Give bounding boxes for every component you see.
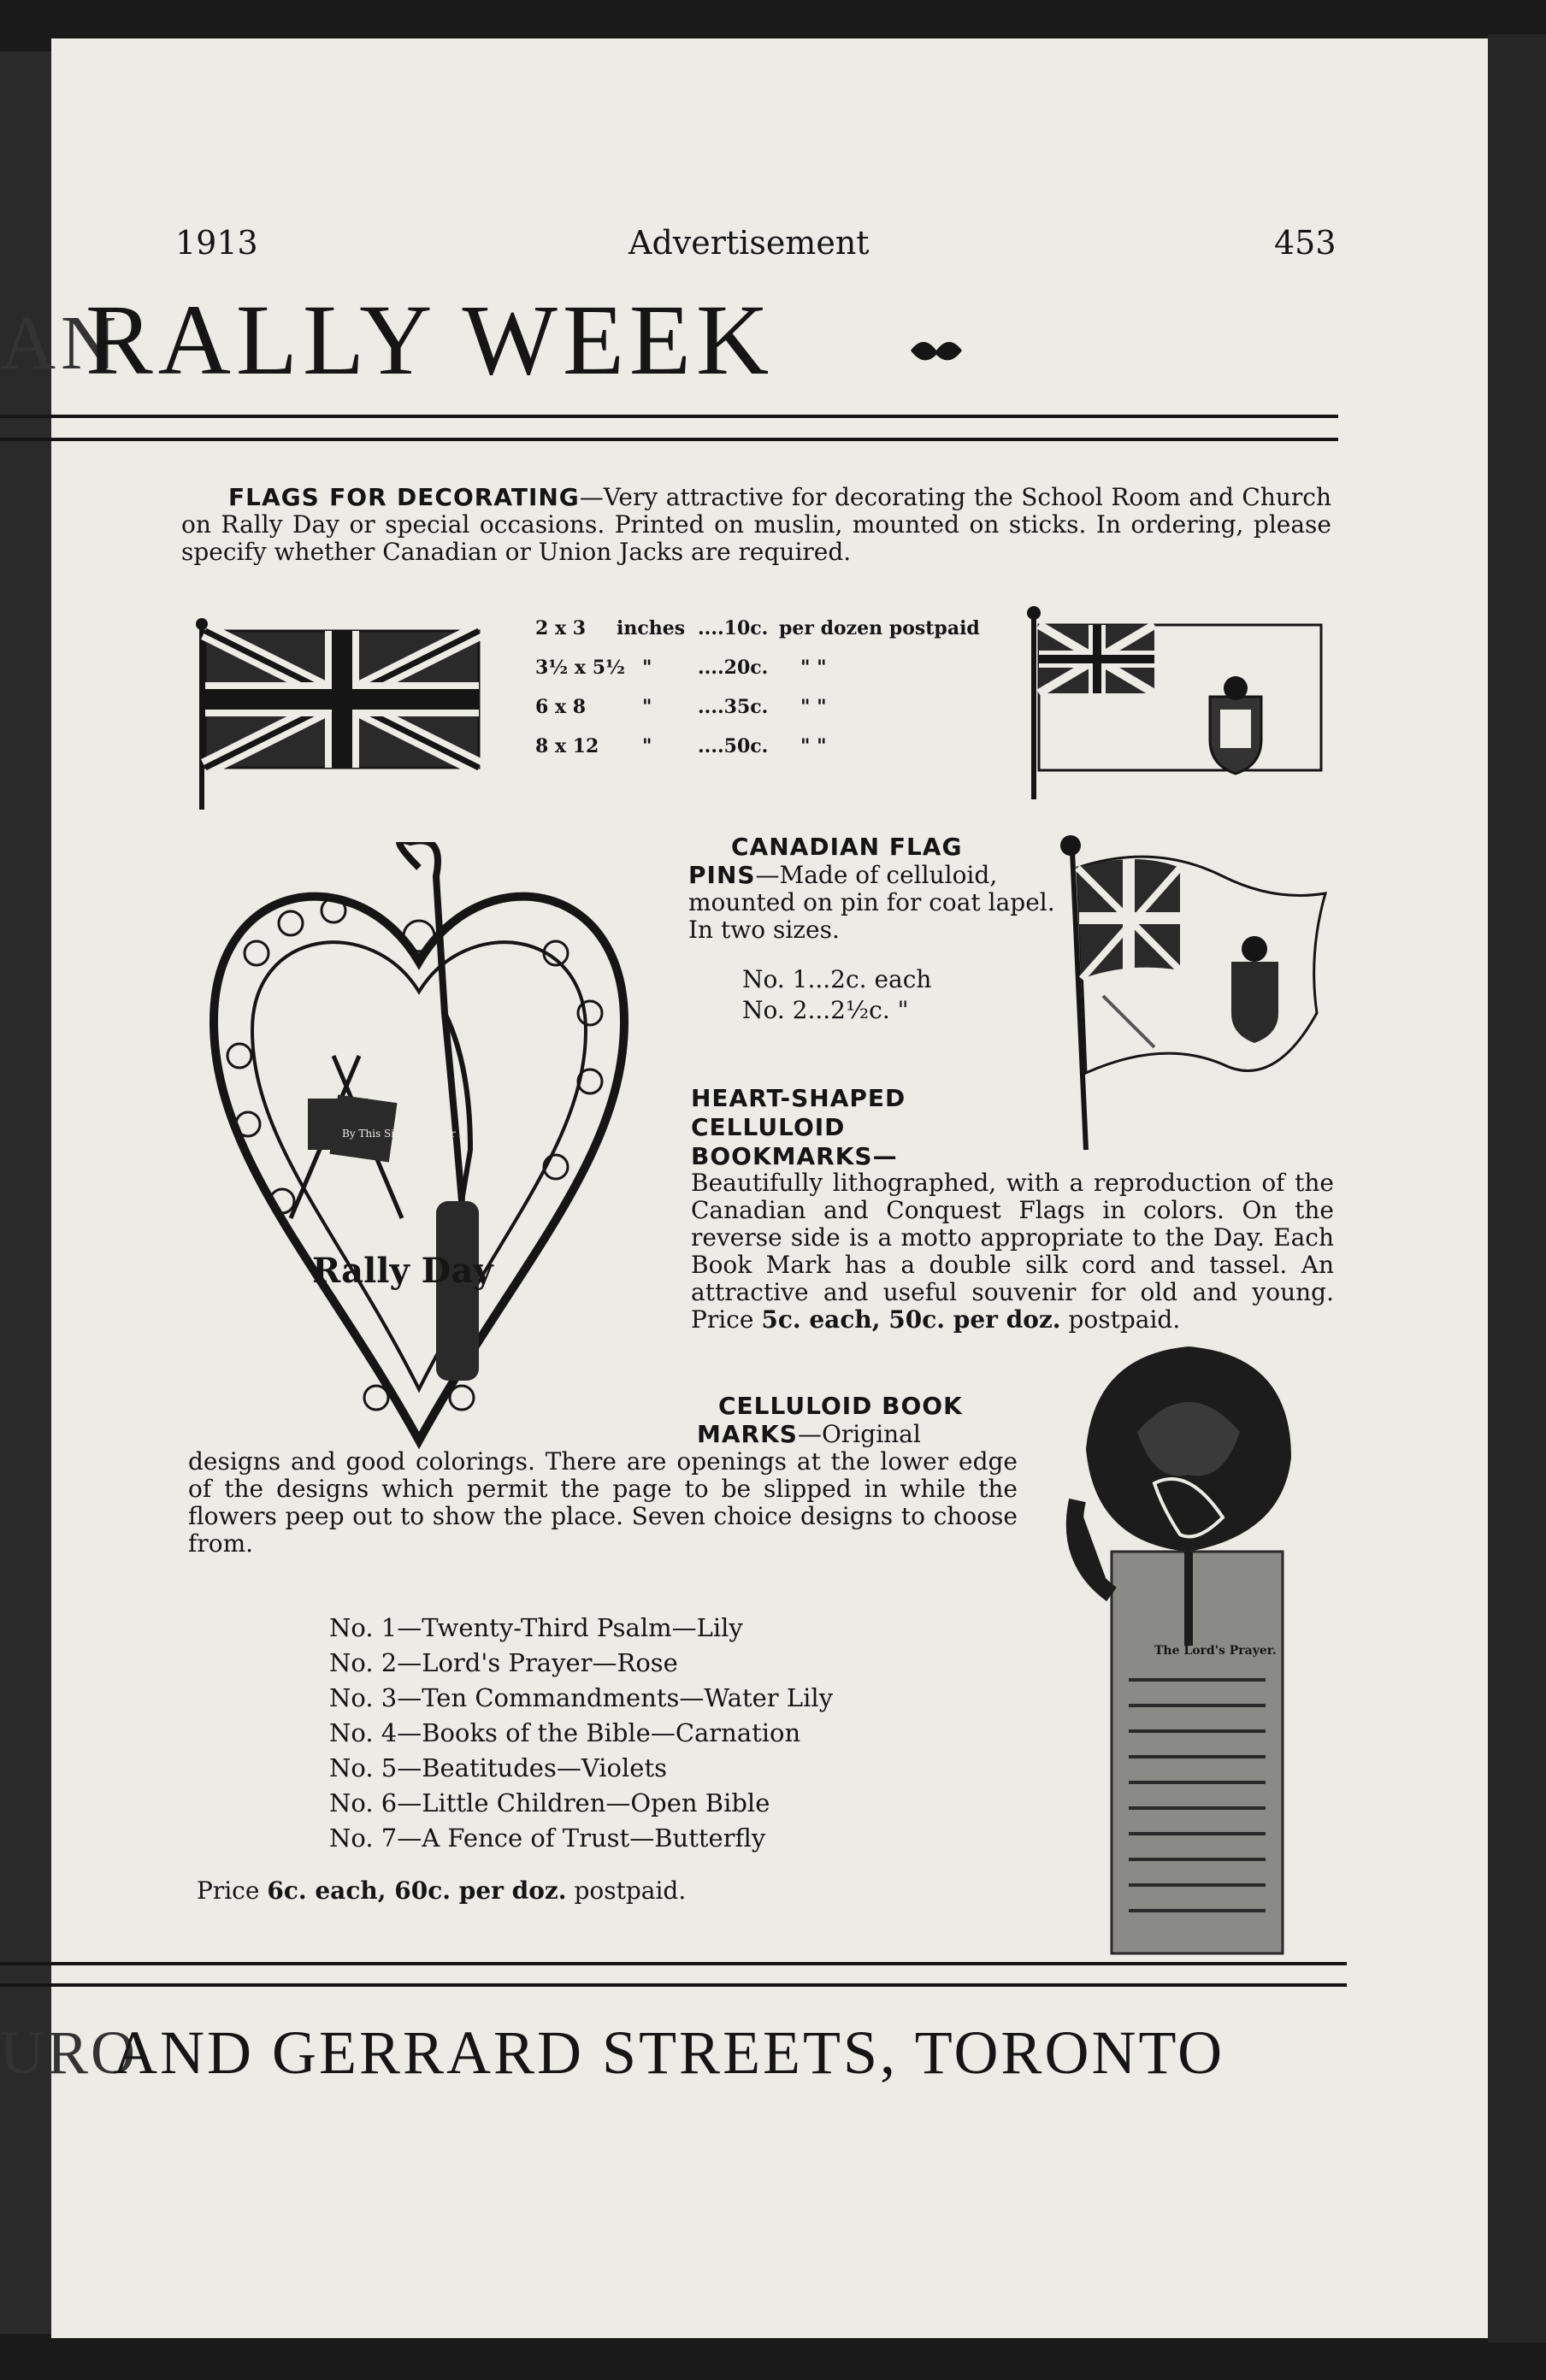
flags-decorating-heading: FLAGS FOR DECORATING [228, 483, 580, 511]
heart-bookmarks-heading: HEART-SHAPED CELLULOID BOOKMARKS— [691, 1084, 906, 1170]
list-item: No. 4—Books of the Bible—Carnation [329, 1718, 801, 1747]
celluloid-bookmarks-heading-1: CELLULOID BOOK [718, 1392, 963, 1420]
celluloid-bookmarks-price: 6c. each, 60c. per doz. [267, 1876, 567, 1905]
list-item: No. 2—Lord's Prayer—Rose [329, 1648, 678, 1677]
canadian-ensign-flag-illustration [1022, 603, 1330, 808]
pins-heading-2: PINS [688, 861, 756, 889]
size-row: 6 x 8 [535, 696, 587, 718]
pins-size-2: No. 2...2½c. " [742, 996, 909, 1024]
size-price: ....50c. [698, 735, 769, 757]
heart-bookmarks-text: Beautifully lithographed, with a reproduction of the Canadian and Conquest Flags in colors. On the reverse side is a motto appropriate to the Day. Each Book Mark has a double silk cord and tassel. An attractive and useful souvenir for old and young. [691, 1169, 1334, 1306]
size-unit: inches [617, 617, 686, 639]
size-note: " " [800, 735, 827, 757]
rose-bookmark-illustration [1060, 1338, 1317, 1962]
heart-bookmark-caption: Rally Day [312, 1251, 493, 1291]
page-number: 453 [1274, 224, 1337, 262]
celluloid-bookmarks-heading-2: MARKS [697, 1420, 798, 1448]
banner-motto: By This Sign Conquer [342, 1128, 456, 1140]
list-item: No. 6—Little Children—Open Bible [329, 1788, 770, 1817]
heart-bookmarks-price: 5c. each, 50c. per doz. [761, 1305, 1061, 1334]
list-item: No. 1—Twenty-Third Psalm—Lily [329, 1613, 743, 1642]
union-jack-flag-illustration [190, 617, 489, 814]
waving-canadian-flag-illustration [1052, 834, 1334, 1158]
size-price: ....10c. [698, 617, 769, 639]
size-row: 2 x 3 [535, 617, 587, 639]
celluloid-bookmarks-paragraph [188, 1421, 1018, 1558]
rose-bookmark-caption: The Lord's Prayer. [1154, 1644, 1277, 1658]
title-fragment: AN [0, 301, 121, 386]
header-section: Advertisement [628, 224, 870, 262]
footer-rule [0, 1983, 1347, 1987]
footer-fragment: URO [0, 2018, 139, 2087]
bookmark-design-list [329, 1611, 833, 1856]
heart-bookmarks-paragraph: Beautifully lithographed, with a reproduction of the Canadian and Conquest Flags in colors. On the reverse side is a motto appropriate to the Day. Each Book Mark has a double silk cord and tassel. An attractive and useful souvenir for old and young. Price 5c. each, 50c. per doz. postpaid. [691, 1169, 1334, 1334]
size-note: per dozen postpaid [779, 617, 980, 639]
list-item: No. 7—A Fence of Trust—Butterfly [329, 1823, 766, 1853]
pins-paragraph [688, 862, 1056, 944]
size-unit: " [642, 657, 652, 679]
celluloid-bookmarks-price-line: Price 6c. each, 60c. per doz. postpaid. [197, 1876, 687, 1905]
fleuron-icon [906, 329, 966, 372]
size-note: " " [800, 696, 827, 718]
heart-bookmark-illustration [188, 842, 667, 1475]
pins-text: —Made of celluloid, mounted on pin for coat lapel. In two sizes. [688, 861, 1055, 944]
flags-decorating-text: —Very attractive for decorating the School Room and Church on Rally Day or special occasions. Printed on muslin, mounted on sticks. In ordering, please specify whether Canadian or Union Jacks are required. [181, 483, 1332, 566]
pins-size-1: No. 1...2c. each [742, 965, 932, 993]
right-page-edge [1488, 34, 1546, 2342]
size-row: 8 x 12 [535, 735, 599, 757]
celluloid-bookmarks-text: —Original designs and good colorings. There are openings at the lower edge of the designs which permit the page to be slipped in while the flowers peep out to show the place. Seven choice designs to choose from. [188, 1420, 1018, 1558]
header-year: 1913 [175, 224, 258, 262]
title-rule [0, 415, 1338, 418]
size-price: ....20c. [698, 657, 769, 679]
footer-address: AND GERRARD STREETS, TORONTO [113, 2018, 1225, 2087]
size-price: ....35c. [698, 696, 769, 718]
list-item: No. 3—Ten Commandments—Water Lily [329, 1683, 834, 1712]
list-item: No. 5—Beatitudes—Violets [329, 1753, 667, 1782]
title-rule [0, 438, 1338, 441]
page-title: RALLY WEEK [86, 284, 775, 396]
size-note: " " [800, 657, 827, 679]
size-row: 3½ x 5½ [535, 657, 625, 679]
footer-rule [0, 1962, 1347, 1965]
pins-heading-1: CANADIAN FLAG [731, 833, 963, 861]
size-unit: " [642, 735, 652, 757]
flags-decorating-paragraph [181, 484, 1331, 566]
size-unit: " [642, 696, 652, 718]
